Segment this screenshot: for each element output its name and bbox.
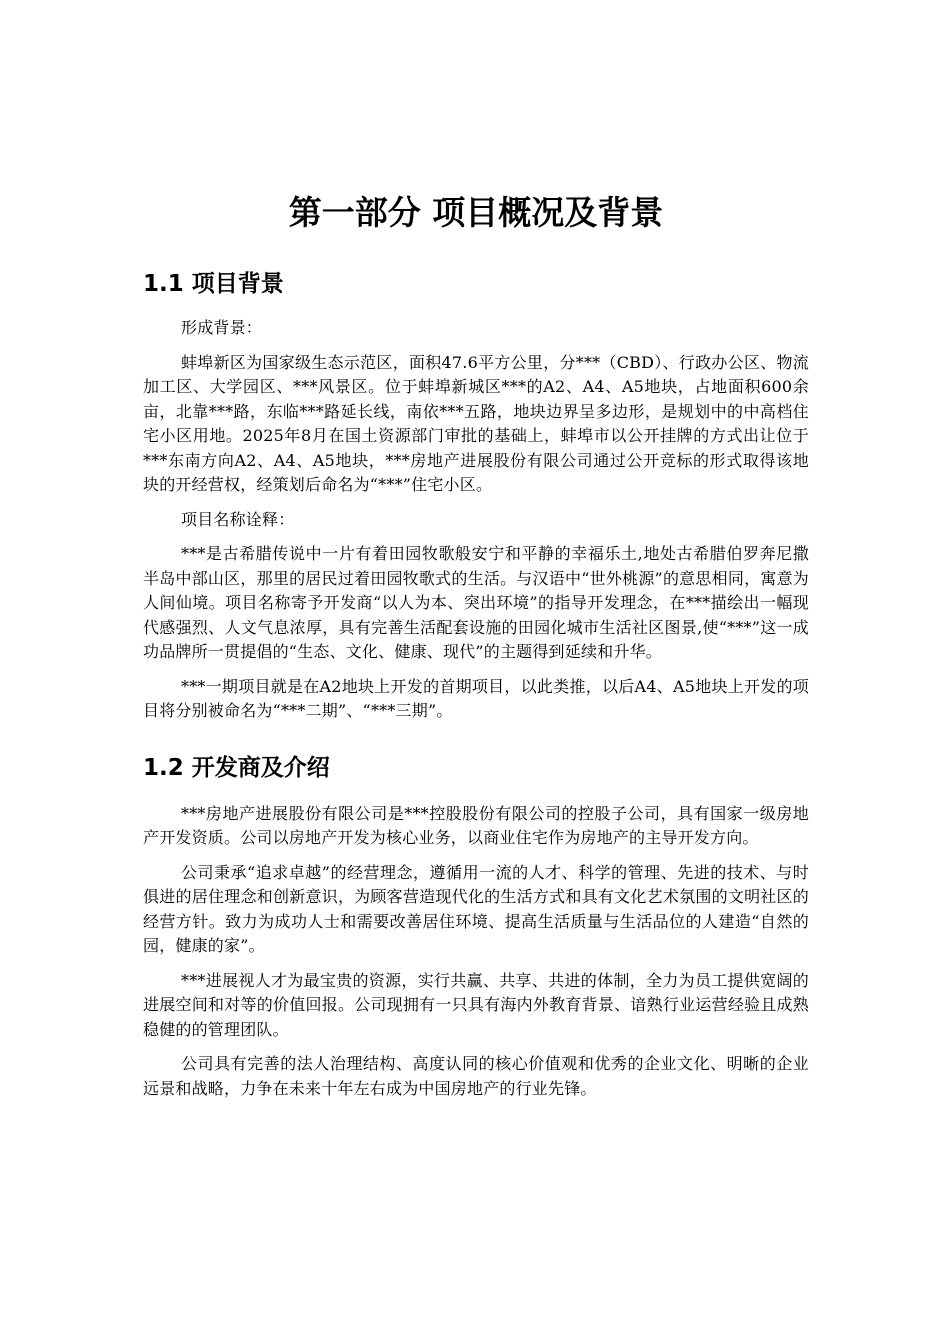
section-heading-developer: 1.2 开发商及介绍: [143, 754, 330, 781]
developer-paragraph: 公司具有完善的法人治理结构、高度认同的核心价值观和优秀的企业文化、明晰的企业远景和战略，力争在未来十年左右成为中国房地产的行业先锋。: [143, 1054, 809, 1098]
formation-background-label: 形成背景：: [181, 318, 263, 337]
project-phase-paragraph: ***一期项目就是在A2地块上开发的首期项目，以此类推，以后A4、A5地块上开发的项目将分别被命名为“***二期”、“***三期”。: [143, 676, 809, 720]
section-heading-project-background: 1.1 项目背景: [143, 271, 284, 297]
developer-paragraph: ***房地产进展股份有限公司是***控股股份有限公司的控股子公司，具有国家一级房地产开发资质。公司以房地产开发为核心业务，以商业住宅作为房地产的主导开发方向。: [143, 803, 809, 847]
part-title: 第一部分 项目概况及背景: [288, 193, 664, 232]
developer-paragraph: 公司秉承“追求卓越”的经营理念，遵循用一流的人才、科学的管理、先进的技术、与时俱进的居住理念和创新意识，为顾客营造现代化的生活方式和具有文化艺术氛围的文明社区的经营方针。致力为成功人士和需要改善居住环境、提高生活质量与生活品位的人建造“自然的园，健康的家”。: [143, 862, 809, 955]
project-name-paragraph: ***是古希腊传说中一片有着田园牧歌般安宁和平静的幸福乐土,地处古希腊伯罗奔尼撒半岛中部山区，那里的居民过着田园牧歌式的生活。与汉语中“世外桃源”的意思相同，寓意为人间仙境。项目名称寄予开发商“以人为本、突出环境”的指导开发理念，在***描绘出一幅现代感强烈、人文气息浓厚，具有完善生活配套设施的田园化城市生活社区图景,使“***”这一成功品牌所一贯提倡的“生态、文化、健康、现代”的主题得到延续和升华。: [143, 544, 809, 661]
document-page: [143, 190, 809, 1111]
developer-paragraph: ***进展视人才为最宝贵的资源，实行共赢、共享、共进的体制，全力为员工提供宽阔的进展空间和对等的价值回报。公司现拥有一只具有海内外教育背景、谙熟行业运营经验且成熟稳健的的管理团队。: [143, 970, 809, 1039]
project-name-label: 项目名称诠释：: [181, 509, 295, 529]
formation-background-paragraph: 蚌埠新区为国家级生态示范区，面积47.6平方公里，分***（CBD）、行政办公区、物流加工区、大学园区、***风景区。位于蚌埠新城区***的A2、A4、A5地块，占地面积600余亩，北靠***路，东临***路延长线，南依***五路，地块边界呈多边形，是规划中的中高档住宅小区用地。2025年8月在国土资源部门审批的基础上，蚌埠市以公开挂牌的方式出让位于***东南方向A2、A4、A5地块，***房地产进展股份有限公司通过公开竞标的形式取得该地块的开经营权，经策划后命名为“***”住宅小区。: [143, 352, 809, 494]
